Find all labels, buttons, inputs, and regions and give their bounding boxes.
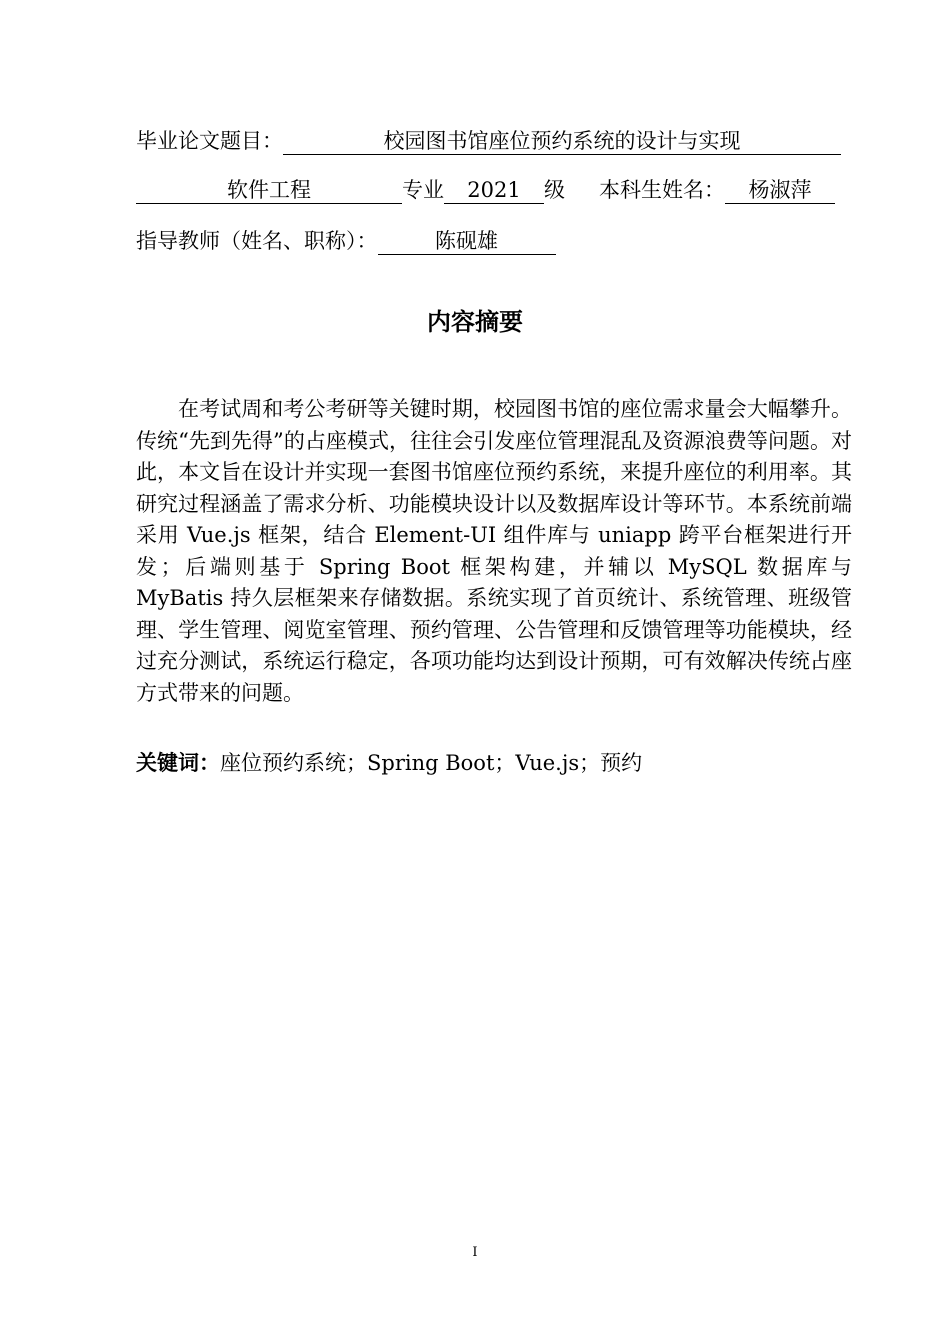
- student-name-label: 本科生姓名：: [599, 178, 725, 202]
- major-label: 专业: [402, 178, 444, 202]
- advisor-value: 陈砚雄: [378, 228, 556, 255]
- thesis-title-value: 校园图书馆座位预约系统的设计与实现: [283, 128, 841, 155]
- keywords-value: 座位预约系统；Spring Boot；Vue.js；预约: [220, 751, 643, 775]
- grade-label: 级: [544, 178, 565, 202]
- advisor-label: 指导教师（姓名、职称）：: [136, 229, 378, 253]
- abstract-body: 在考试周和考公考研等关键时期，校园图书馆的座位需求量会大幅攀升。传统“先到先得”的占座模式，往往会引发座位管理混乱及资源浪费等问题。对此，本文旨在设计并实现一套图书馆座位预约系统，来提升座位的利用率。其研究过程涵盖了需求分析、功能模块设计以及数据库设计等环节。本系统前端采用 Vue.js 框架，结合 Element-UI 组件库与 uniapp 跨平台框架进行开发；后端则基于 Spring Boot 框架构建，并辅以 MySQL 数据库与 MyBatis 持久层框架来存储数据。系统实现了首页统计、系统管理、班级管理、学生管理、阅览室管理、预约管理、公告管理和反馈管理等功能模块，经过充分测试，系统运行稳定，各项功能均达到设计预期，可有效解决传统占座方式带来的问题。: [136, 397, 852, 705]
- major-value: 软件工程: [136, 177, 402, 204]
- student-name-value: 杨淑萍: [725, 177, 835, 204]
- grade-value: 2021: [444, 177, 544, 204]
- advisor-line: [136, 226, 556, 256]
- page-number: I: [472, 1245, 478, 1260]
- abstract-heading: 内容摘要: [427, 308, 523, 336]
- thesis-title-label: 毕业论文题目：: [136, 129, 283, 153]
- major-grade-name-line: [136, 175, 835, 205]
- keywords-line: [136, 748, 642, 779]
- thesis-title-line: [136, 126, 841, 156]
- keywords-label: 关键词：: [136, 751, 220, 775]
